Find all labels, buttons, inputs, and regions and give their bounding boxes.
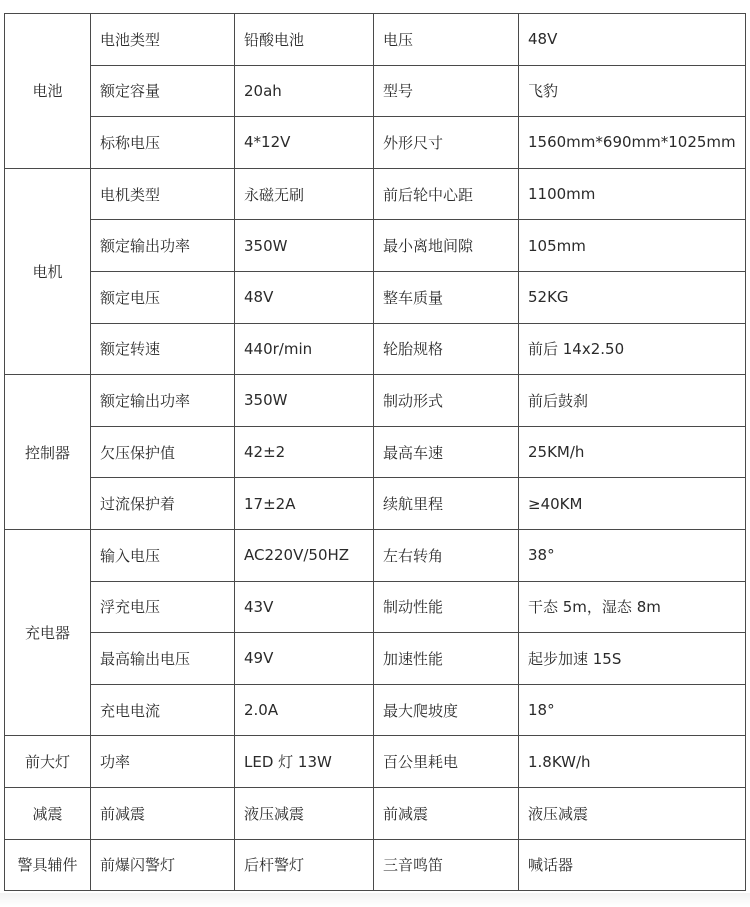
param-name-left: 充电电流	[91, 684, 235, 736]
param-value-right: 38°	[519, 529, 746, 581]
param-name-left: 额定转速	[91, 323, 235, 375]
table-row	[5, 787, 746, 839]
param-name-left: 额定电压	[91, 271, 235, 323]
table-row	[5, 684, 746, 736]
param-value-right: 1560mm*690mm*1025mm	[519, 117, 746, 169]
param-name-right: 最小离地间隙	[374, 220, 519, 272]
param-name-right: 加速性能	[374, 633, 519, 685]
param-name-right: 制动性能	[374, 581, 519, 633]
table-row	[5, 65, 746, 117]
param-value-right: 1100mm	[519, 168, 746, 220]
table-row	[5, 220, 746, 272]
table-row	[5, 168, 746, 220]
param-value-left: 43V	[235, 581, 374, 633]
param-value-left: 440r/min	[235, 323, 374, 375]
param-value-right: 液压减震	[519, 787, 746, 839]
table-row	[5, 14, 746, 66]
param-name-left: 电池类型	[91, 14, 235, 66]
param-value-left: 2.0A	[235, 684, 374, 736]
param-value-left: 铅酸电池	[235, 14, 374, 66]
param-name-left: 前爆闪警灯	[91, 839, 235, 891]
param-value-right: 48V	[519, 14, 746, 66]
table-row	[5, 323, 746, 375]
param-name-right: 百公里耗电	[374, 736, 519, 788]
group-label: 前大灯	[5, 736, 91, 788]
group-label: 电池	[5, 14, 91, 169]
param-name-left: 浮充电压	[91, 581, 235, 633]
param-name-left: 过流保护着	[91, 478, 235, 530]
param-name-left: 电机类型	[91, 168, 235, 220]
param-name-left: 额定输出功率	[91, 220, 235, 272]
table-row	[5, 581, 746, 633]
spec-table	[4, 13, 746, 891]
param-name-right: 前后轮中心距	[374, 168, 519, 220]
param-value-left: 4*12V	[235, 117, 374, 169]
param-value-right: 前后 14x2.50	[519, 323, 746, 375]
param-value-left: LED 灯 13W	[235, 736, 374, 788]
param-value-right: 52KG	[519, 271, 746, 323]
param-value-left: 17±2A	[235, 478, 374, 530]
param-name-right: 轮胎规格	[374, 323, 519, 375]
param-name-left: 前减震	[91, 787, 235, 839]
param-value-left: 49V	[235, 633, 374, 685]
param-value-right: 前后鼓刹	[519, 375, 746, 427]
group-label: 警具辅件	[5, 839, 91, 891]
table-row	[5, 736, 746, 788]
param-name-left: 功率	[91, 736, 235, 788]
param-name-right: 型号	[374, 65, 519, 117]
param-value-right: ≥40KM	[519, 478, 746, 530]
param-value-right: 喊话器	[519, 839, 746, 891]
param-value-left: 48V	[235, 271, 374, 323]
param-value-left: 永磁无刷	[235, 168, 374, 220]
param-value-left: 20ah	[235, 65, 374, 117]
param-value-right: 飞豹	[519, 65, 746, 117]
param-name-left: 最高输出电压	[91, 633, 235, 685]
param-name-right: 续航里程	[374, 478, 519, 530]
param-name-right: 制动形式	[374, 375, 519, 427]
table-row	[5, 426, 746, 478]
param-name-right: 前减震	[374, 787, 519, 839]
param-value-right: 105mm	[519, 220, 746, 272]
spec-table-body	[5, 14, 746, 891]
param-name-left: 额定容量	[91, 65, 235, 117]
param-name-right: 最大爬坡度	[374, 684, 519, 736]
param-value-left: 350W	[235, 220, 374, 272]
param-value-left: 42±2	[235, 426, 374, 478]
group-label: 控制器	[5, 375, 91, 530]
param-name-right: 最高车速	[374, 426, 519, 478]
param-value-right: 1.8KW/h	[519, 736, 746, 788]
param-value-right: 18°	[519, 684, 746, 736]
param-name-left: 输入电压	[91, 529, 235, 581]
table-row	[5, 375, 746, 427]
param-value-right: 干态 5m，湿态 8m	[519, 581, 746, 633]
table-row	[5, 633, 746, 685]
table-row	[5, 529, 746, 581]
bottom-shadow	[0, 893, 750, 907]
param-name-right: 三音鸣笛	[374, 839, 519, 891]
param-name-right: 外形尺寸	[374, 117, 519, 169]
param-name-right: 电压	[374, 14, 519, 66]
param-name-left: 欠压保护值	[91, 426, 235, 478]
param-value-left: 液压减震	[235, 787, 374, 839]
param-value-left: 后杆警灯	[235, 839, 374, 891]
param-name-right: 左右转角	[374, 529, 519, 581]
table-row	[5, 271, 746, 323]
param-value-right: 起步加速 15S	[519, 633, 746, 685]
param-name-left: 额定输出功率	[91, 375, 235, 427]
param-value-left: 350W	[235, 375, 374, 427]
table-row	[5, 478, 746, 530]
param-value-right: 25KM/h	[519, 426, 746, 478]
group-label: 减震	[5, 787, 91, 839]
param-name-left: 标称电压	[91, 117, 235, 169]
param-name-right: 整车质量	[374, 271, 519, 323]
table-row	[5, 117, 746, 169]
group-label: 充电器	[5, 529, 91, 735]
group-label: 电机	[5, 168, 91, 374]
table-row	[5, 839, 746, 891]
param-value-left: AC220V/50HZ	[235, 529, 374, 581]
